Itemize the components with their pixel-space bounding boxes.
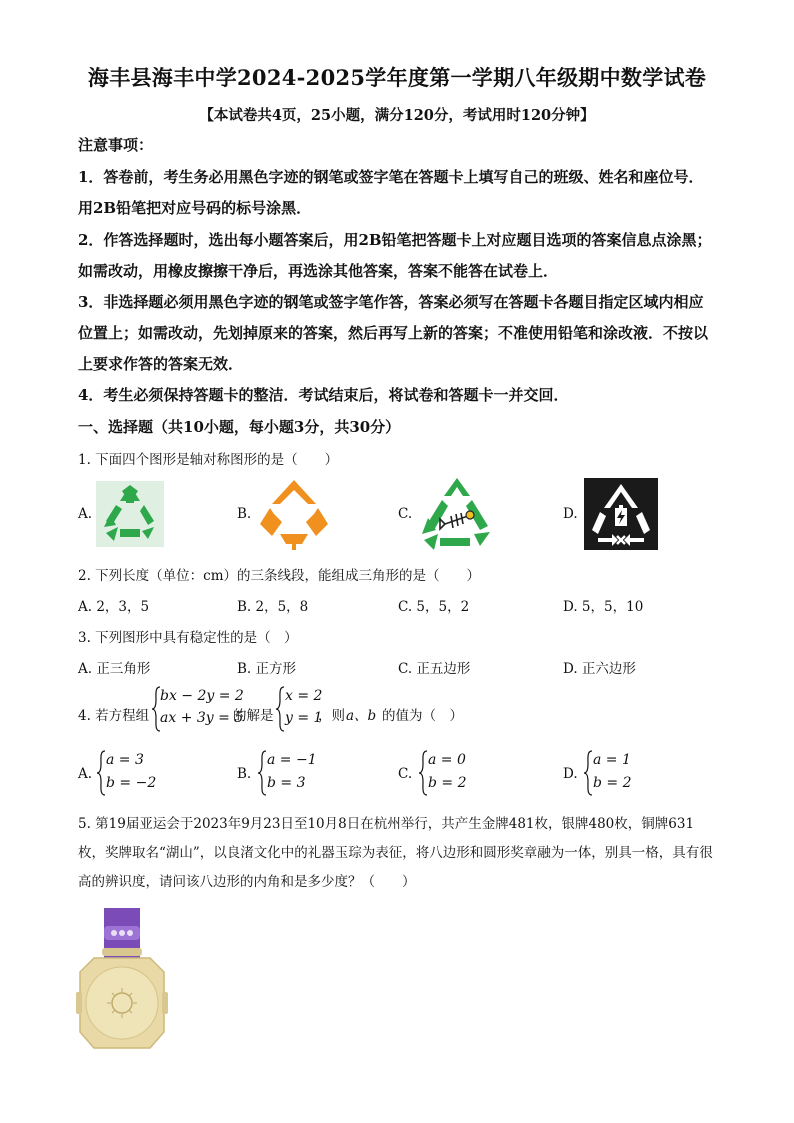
q4-option-c-line1: a = 0 (428, 752, 466, 768)
section-heading: 一、选择题（共10小题，每小题3分，共30分） (78, 418, 401, 436)
q3-option-c: C. 正五边形 (398, 661, 471, 677)
q1-option-a-label: A. (78, 506, 93, 522)
page-title: 海丰县海丰中学2024-2025学年度第一学期八年级期中数学试卷 (87, 65, 707, 90)
q2-option-a: A. 2，3，5 (78, 599, 150, 615)
question-1-stem: 1. 下面四个图形是轴对称图形的是（ ） (78, 452, 339, 468)
recycle-fish-icon (418, 476, 496, 556)
question-4-vars: a、b (346, 708, 377, 724)
q2-option-c: C. 5，5，2 (398, 599, 470, 615)
question-4-prefix: 4. 若方程组 (78, 708, 150, 724)
notice-item-1: 1．答卷前，考生务必用黑色字迹的钢笔或签字笔在答题卡上填写自己的班级、姓名和座位号．用2B铅笔把对应号码的标号涂黑． (78, 168, 704, 217)
q4-option-d-line1: a = 1 (593, 752, 631, 768)
q4-solution-x: x = 2 (285, 688, 323, 704)
question-4-end: 的值为（ ） (382, 708, 463, 724)
page-subtitle: 【本试卷共4页，25小题，满分120分，考试用时120分钟】 (199, 107, 595, 124)
q4-option-c-line2: b = 2 (428, 775, 467, 791)
question-3-stem: 3. 下列图形中具有稳定性的是（ ） (78, 630, 298, 646)
q2-option-d: D. 5，5，10 (563, 599, 644, 615)
q4-option-c-label: C. (398, 766, 413, 782)
notice-item-2: 2．作答选择题时，选出每小题答案后，用2B铅笔把答题卡上对应题目选项的答案信息点涂黑；如需改动，用橡皮擦擦干净后，再选涂其他答案，答案不能答在试卷上． (78, 231, 712, 280)
notice-heading: 注意事项： (78, 136, 154, 154)
q1-option-d-label: D. (563, 506, 578, 522)
medal-image (74, 908, 170, 1062)
q4-solution-y: y = 1 (285, 710, 323, 726)
q4-option-c-brace (418, 750, 428, 796)
q4-option-b-line2: b = 3 (267, 775, 306, 791)
q4-option-b-label: B. (237, 766, 252, 782)
q4-option-d-brace (583, 750, 593, 796)
question-4-middle: 的解是 (233, 708, 274, 724)
q4-option-d-label: D. (563, 766, 578, 782)
recycle-orange-icon (256, 478, 332, 554)
q2-option-b: B. 2，5，8 (237, 599, 309, 615)
notice-item-3: 3．非选择题必须用黑色字迹的钢笔或签字笔作答，答案必须写在答题卡各题目指定区域内相应位置上；如需改动，先划掉原来的答案，然后再写上新的答案；不准使用铅笔和涂改液．不按以上要求作答的答案无效． (78, 293, 709, 373)
q3-option-b: B. 正方形 (237, 661, 297, 677)
q3-option-d: D. 正六边形 (563, 661, 636, 677)
q1-option-b-label: B. (237, 506, 252, 522)
q4-option-b-brace (257, 750, 267, 796)
q4-option-d-line2: b = 2 (593, 775, 632, 791)
q4-option-b-line1: a = −1 (267, 752, 317, 768)
notice-item-4: 4．考生必须保持答题卡的整洁．考试结束后，将试卷和答题卡一并交回． (78, 386, 569, 404)
q4-system-eq2: ax + 3y = 5 (160, 710, 244, 726)
question-2-stem: 2. 下列长度（单位：cm）的三条线段，能组成三角形的是（ ） (78, 568, 481, 584)
q1-option-c-label: C. (398, 506, 413, 522)
recycle-battery-icon (584, 478, 658, 554)
recycle-green-icon (96, 481, 164, 551)
q4-system-eq1: bx − 2y = 2 (160, 688, 244, 704)
question-5-stem: 5. 第19届亚运会于2023年9月23日至10月8日在杭州举行，共产生金牌481枚，银牌480枚，铜牌631枚，奖牌取名“湖山”，以良渚文化中的礼器玉琮为表征，将八边形和圆形奖章融为一体，别具一格，具有很高的辨识度，请问该八边形的内角和是多少度？（ ） (78, 816, 713, 890)
q4-option-a-label: A. (78, 766, 93, 782)
question-4-suffix: ，则 (318, 708, 345, 724)
q4-option-a-line1: a = 3 (106, 752, 144, 768)
q4-option-a-line2: b = −2 (106, 775, 157, 791)
q4-option-a-brace (96, 750, 106, 796)
q3-option-a: A. 正三角形 (78, 661, 151, 677)
q4-solution-brace (275, 686, 285, 732)
